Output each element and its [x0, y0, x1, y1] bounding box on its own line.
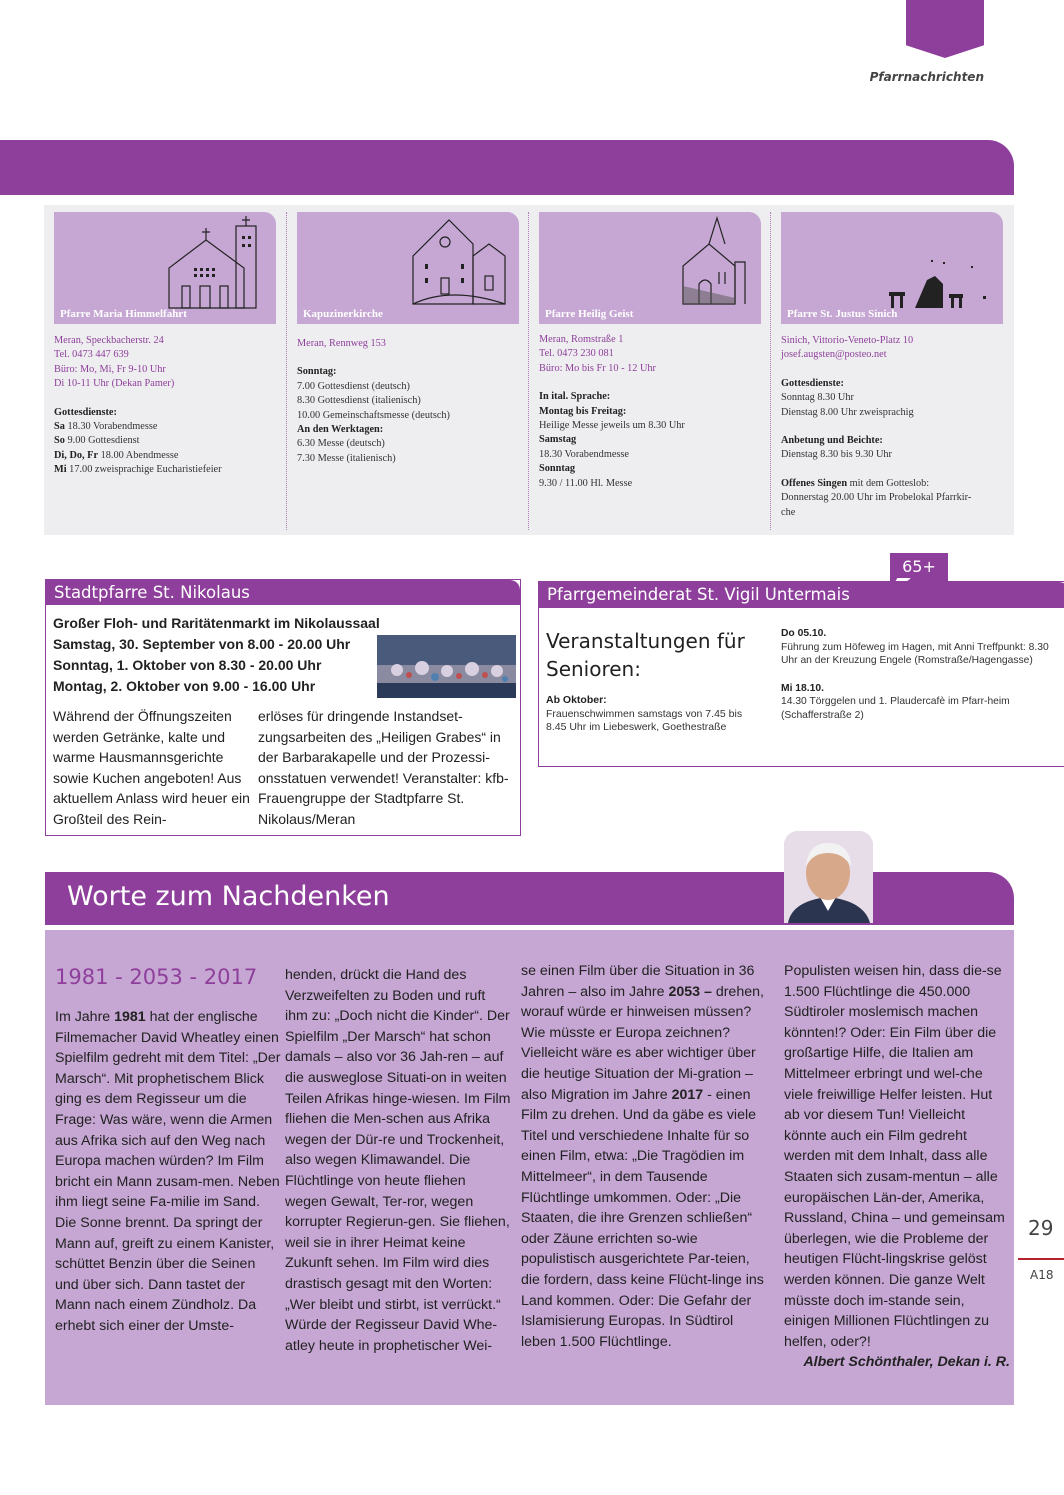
- church-card-st-justus: [770, 212, 1002, 530]
- church-name: Pfarre Heilig Geist: [545, 307, 634, 320]
- info-line: Büro: Mo, Mi, Fr 9-10 Uhr: [54, 363, 166, 375]
- church-drawing-icon: [411, 216, 507, 308]
- event-item: Do 05.10. Führung zum Höfeweg im Hagen, mit Anni Treffpunkt: 8.30 Uhr an der Kreuzung Engele (Romstraße/Hagengasse): [781, 628, 1049, 666]
- info-line: Tel. 0473 230 081: [539, 348, 614, 360]
- worte-title: Worte zum Nachdenken: [67, 881, 390, 912]
- event-line: Sonntag, 1. Oktober von 8.30 - 20.00 Uhr: [53, 657, 322, 673]
- page-number: 29: [1028, 1216, 1054, 1240]
- section-label: Pfarrnachrichten: [869, 70, 984, 84]
- worte-article: [45, 930, 1014, 1405]
- church-info: [297, 337, 515, 466]
- nikolaus-title: Stadtpfarre St. Nikolaus: [46, 580, 520, 605]
- event-line: Großer Floh- und Raritätenmarkt im Nikolaussaal: [53, 615, 380, 631]
- mo-fr-heading: Montag bis Freitag:: [539, 405, 627, 417]
- worte-text-col4: Populisten weisen hin, dass die-se 1.500 Flüchtlinge die 450.000 Südtiroler moslemisch machen könnten!? Oder: Ein Film über die großartige Hilfe, die Italien am Mittelmeer erbringt und wel-che viele freiwillige Helfer leisten. Hut ab vor diesem Tun! Vielleicht könnte auch ein Film gedreht werden mit dem Inhalt, dass alle Staaten sich zusam-mentun – alle europäischen Län-der, Amerika, Russland, China – und gemeinsam überlegen, wie die Probleme der heutigen Flücht-lingskrise gelöst werden können. Die ganze Welt müsste doch im-stande sein, einigen Millionen Flüchtlingen zu helfen, oder?! Albert Schönthaler, Dekan i. R.: [784, 961, 1010, 1373]
- services-heading: Gottesdienste:: [781, 377, 844, 389]
- church-drawing-icon: [679, 216, 749, 308]
- worte-text-col2: henden, drückt die Hand des Verzweifelten zu Boden und ruft ihm zu: „Doch nicht die Kinder“. Der Spielfilm „Der Marsch“ hat schon damals – also vor 36 Jah-ren – auf die ausweglose Situati-on in weiten Teilen Afrikas hinge-wiesen. Im Film fliehen die Men-schen aus Afrika wegen der Dür-re und Trockenheit, also wegen Klimawandel. Die Flüchtlinge von heute fliehen wegen Gewalt, Ter-ror, wegen korrupter Regierun-gen. Sie fliehen, weil sie in ihrer Heimat keine Zukunft sehen. Im Film wird dies drastisch gesagt mit den Worten: „Wer bleibt und stirbt, ist verrückt.“ Würde der Regisseur David Whe-atley heute in prophetischer Wei-: [285, 967, 511, 1354]
- service-line: Mi 17.00 zweisprachige Eucharistiefeier: [54, 464, 222, 476]
- event-line: Samstag, 30. September von 8.00 - 20.00 Uhr: [53, 636, 351, 652]
- church-info: [54, 334, 272, 478]
- nikolaus-event: [53, 613, 380, 697]
- ital-heading: In ital. Sprache:: [539, 391, 611, 403]
- event-item: Mi 18.10. 14.30 Törggelen und 1. Plaudercafè im Pfarr-heim (Schafferstraße 2): [781, 682, 1010, 721]
- event-line: Montag, 2. Oktober von 9.00 - 16.00 Uhr: [53, 678, 316, 694]
- service-line: Sonntag 8.30 Uhr: [781, 392, 854, 404]
- age-badge: 65+: [890, 553, 948, 581]
- church-card-maria-himmelfahrt: [44, 212, 276, 530]
- church-card-kapuzinerkirche: [286, 212, 518, 530]
- church-info: [539, 333, 757, 491]
- page-code: A18: [1030, 1268, 1054, 1282]
- vigil-events: [781, 627, 1064, 722]
- service-line: So 9.00 Gottesdienst: [54, 435, 140, 447]
- service-line: 8.30 Gottesdienst (italienisch): [297, 395, 421, 407]
- singen-line: che: [781, 506, 796, 518]
- vigil-box: [538, 581, 1064, 767]
- worte-text-col3: se einen Film über die Situation in 36 Jahren – also im Jahre 2053 – drehen, worauf würde er hinweisen müssen? Wie müsste er Europa zeichnen? Vielleicht wäre es aber wichtiger über die heutige Situation der Mi-gration – also Migration im Jahre 2017 - einen Film zu drehen. Und da gäbe es viele Titel und verschiedene Inhalte für so einen Film, etwa: „Die Tragödien im Mittelmeer“, in dem Tausende Flüchtlinge umkommen. Oder: „Die Staaten, die ihre Grenzen schließen“ oder Zäune errichten so-wie populistisch ausgerichtete Par-teien, die fordern, dass keine Flücht-linge ins Land kommen. Oder: Die Gefahr der Islamisierung Europas. In Südtirol leben 1.500 Flüchtlinge.: [521, 963, 764, 1350]
- worte-text-col1: Im Jahre 1981 hat der englische Filmemacher David Wheatley einen Spielfilm gedreht mit dem Titel: „Der Marsch“. Mit prophetischem Blick ging es dem Regisseur um die Frage: Was wäre, wenn die Armen aus Afrika sich auf den Weg nach Europa machen würden? Im Film bricht ein Mann zusam-men. Neben ihm liegt seine Fa-milie im Sand. Die Sonne brennt. Da springt der Mann auf, greift zu einem Kanister, schüttet Benzin über die Seinen und über sich. Dann tastet der Mann nach einem Zündholz. Da erhebt sich einer der Umste-: [55, 1009, 281, 1334]
- service-line: 18.30 Vorabendmesse: [539, 448, 629, 460]
- info-line: Sinich, Vittorio-Veneto-Platz 10: [781, 335, 914, 346]
- worte-years: 1981 - 2053 - 2017: [55, 965, 258, 989]
- service-line: Heilige Messe jeweils um 8.30 Uhr: [539, 420, 685, 432]
- info-line: Meran, Rennweg 153: [297, 338, 386, 349]
- author-signature: Albert Schönthaler, Dekan i. R.: [803, 1354, 1010, 1371]
- info-line: Meran, Romstraße 1: [539, 334, 624, 345]
- werktag-heading: An den Werktagen:: [297, 424, 384, 436]
- church-name: Kapuzinerkirche: [303, 307, 383, 320]
- info-line: Di 10-11 Uhr (Dekan Pamer): [54, 378, 175, 390]
- info-line: josef.augsten@posteo.net: [781, 349, 887, 361]
- anbetung-heading: Anbetung und Beichte:: [781, 435, 883, 447]
- top-banner: [0, 140, 1014, 195]
- author-portrait: [784, 831, 873, 923]
- churches-panel: [44, 205, 1014, 535]
- church-info: [781, 334, 999, 520]
- service-line: Di, Do, Fr 18.00 Abendmesse: [54, 449, 179, 461]
- vigil-ab-oktober: Ab Oktober: Frauenschwimmen samstags von 7.45 bis 8.45 Uhr im Liebeswerk, Goethestraße: [546, 694, 743, 733]
- services-heading: Gottesdienste:: [54, 406, 117, 418]
- vigil-headline: Veranstaltungen für Senioren:: [546, 629, 745, 681]
- church-card-heilig-geist: [528, 212, 760, 530]
- church-image: [539, 212, 761, 324]
- church-image: [297, 212, 519, 324]
- church-drawing-icon: [887, 256, 991, 316]
- church-name: Pfarre St. Justus Sinich: [787, 307, 898, 320]
- service-line: 7.00 Gottesdienst (deutsch): [297, 380, 410, 392]
- service-line: 7.30 Messe (italienisch): [297, 452, 396, 464]
- service-line: 10.00 Gemeinschaftsmesse (deutsch): [297, 409, 450, 421]
- sonntag-heading: Sonntag:: [297, 366, 337, 378]
- service-line: 9.30 / 11.00 Hl. Messe: [539, 477, 633, 489]
- singen-line: Offenes Singen mit dem Gotteslob:: [781, 477, 930, 489]
- info-line: Meran, Speckbacherstr. 24: [54, 335, 164, 346]
- service-line: Sa 18.30 Vorabendmesse: [54, 421, 158, 433]
- samstag-heading: Samstag: [539, 434, 577, 446]
- page-rule: [1018, 1258, 1064, 1260]
- church-name: Pfarre Maria Himmelfahrt: [60, 307, 187, 320]
- service-line: Dienstag 8.00 Uhr zweisprachig: [781, 406, 914, 418]
- nikolaus-text-col1: Während der Öffnungszeiten werden Getränke, kalte und warme Hausmannsgerichte sowie Kuchen angeboten! Aus aktuellem Anlass wird heuer ein Großteil des Rein-: [53, 708, 250, 827]
- sonntag-heading: Sonntag: [539, 463, 576, 475]
- church-image: [54, 212, 276, 324]
- info-line: Tel. 0473 447 639: [54, 349, 129, 361]
- section-tab: [906, 0, 984, 58]
- info-line: Büro: Mo bis Fr 10 - 12 Uhr: [539, 362, 656, 374]
- nikolaus-box: [45, 579, 521, 836]
- service-line: Dienstag 8.30 bis 9.30 Uhr: [781, 449, 892, 461]
- market-photo: [377, 635, 516, 698]
- nikolaus-text-col2: erlöses für dringende Instandset-zungsarbeiten des „Heiligen Grabes“ in der Barbarakapelle und der Prozessi-onsstatuen verwendet! Veranstalter: kfb-Frauengruppe der Stadtpfarre St. Nikolaus/Meran: [258, 708, 509, 827]
- church-image: [781, 212, 1003, 324]
- church-drawing-icon: [164, 216, 264, 310]
- vigil-title: Pfarrgemeinderat St. Vigil Untermais: [539, 582, 1064, 608]
- singen-line: Donnerstag 20.00 Uhr im Probelokal Pfarrkir-: [781, 492, 972, 504]
- service-line: 6.30 Messe (deutsch): [297, 438, 385, 450]
